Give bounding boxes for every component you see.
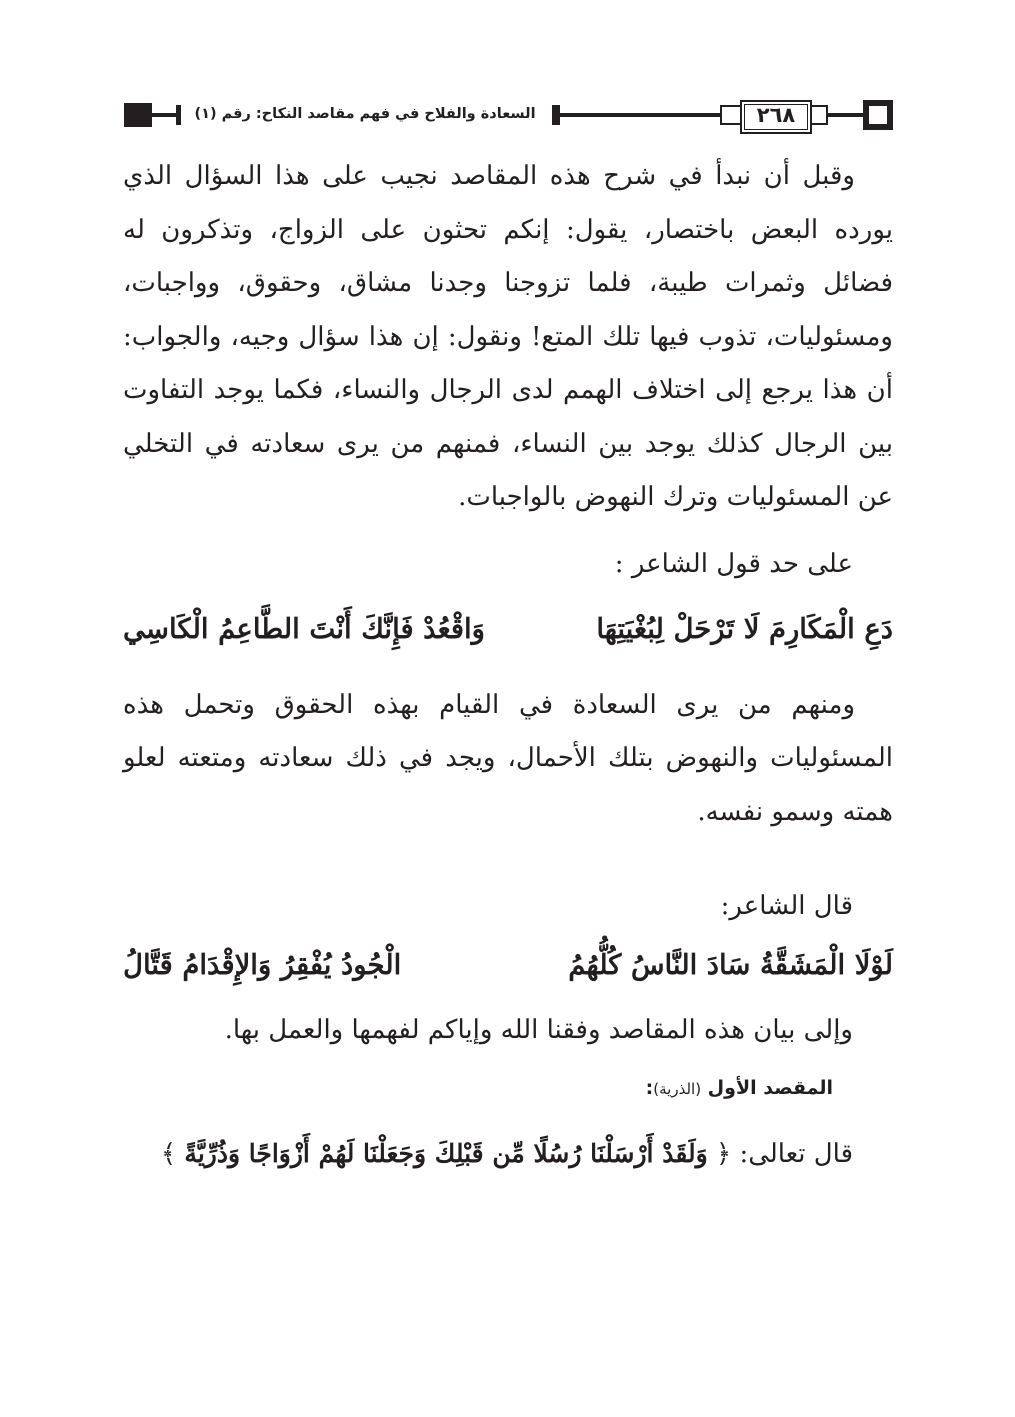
page-body (123, 150, 893, 1169)
section-heading (123, 1077, 893, 1099)
header-bar-mid (552, 105, 560, 125)
verse-1-second-hemistich: وَاقْعُدْ فَإِنَّكَ أَنْتَ الطَّاعِمُ الْكَاسِي (123, 612, 485, 645)
poet-lead-2: قال الشاعر: (720, 891, 853, 921)
paragraph-intro: وقبل أن نبدأ في شرح هذه المقاصد نجيب على هذا السؤال الذي يورده البعض باختصار، يقول: إنكم تحثون على الزواج، وتذكرون له فضائل وثمرات طيبة، فلما تزوجنا وجدنا مشاق، وحقوق، وواجبات، ومسئوليات، تذوب فيها تلك المتع! ونقول: إن هذا سؤال وجيه، والجواب: أن هذا يرجع إلى اختلاف الهمم لدى الرجال والنساء، فكما يوجد التفاوت بين الرجال كذلك يوجد بين النساء، فمنهم من يرى سعادته في التخلي عن المسئوليات وترك النهوض بالواجبات. (123, 161, 893, 512)
header-block-left (124, 103, 152, 127)
page-header (120, 96, 895, 134)
section-heading-title: المقصد الأول (707, 1077, 833, 1099)
quran-prefix: قال تعالى: (739, 1139, 853, 1169)
section-heading-topic: (الذرية) (653, 1080, 702, 1098)
quran-open-bracket: ﴿ (715, 1139, 732, 1169)
page-number-frame (718, 96, 830, 134)
verse-2-second-hemistich: الْجُودُ يُفْقِرُ وَالإِقْدَامُ قَتَّالُ (123, 949, 402, 981)
paragraph-closing: وإلى بيان هذه المقاصد وفقنا الله وإياكم لفهمها والعمل بها. (224, 1015, 853, 1045)
section-heading-colon: : (645, 1077, 654, 1099)
header-rule-left (150, 113, 178, 117)
paragraph-second: ومنهم من يرى السعادة في القيام بهذه الحقوق وتحمل هذه المسئوليات والنهوض بتلك الأحمال، ويجد في ذلك سعادته ومتعته لعلو همته وسمو نفسه. (123, 689, 893, 827)
verse-1-first-hemistich: دَعِ الْمَكَارِمَ لَا تَرْحَلْ لِبُغْيَتِهَا (596, 612, 893, 645)
poet-lead-1: على حد قول الشاعر : (614, 548, 853, 579)
quran-ayah-text: وَلَقَدْ أَرْسَلْنَا رُسُلًا مِّن قَبْلِكَ وَجَعَلْنَا لَهُمْ أَزْوَاجًا وَذُرِّيَّةً (184, 1139, 708, 1168)
poetry-verse-1 (123, 609, 893, 649)
header-rule-middle (560, 113, 722, 117)
page-number: ٢٦٨ (756, 103, 796, 127)
poetry-verse-2 (123, 945, 893, 985)
quran-close-bracket: ﴾ (160, 1139, 177, 1169)
header-ornament-right (863, 100, 893, 130)
quran-citation (123, 1139, 893, 1169)
frame-knot-left (720, 105, 742, 125)
running-title: السعادة والفلاح في فهم مقاصد النكاح: رقم (١) (180, 100, 550, 128)
verse-2-first-hemistich: لَوْلَا الْمَشَقَّةُ سَادَ النَّاسُ كُلُّهُمُ (568, 949, 893, 981)
